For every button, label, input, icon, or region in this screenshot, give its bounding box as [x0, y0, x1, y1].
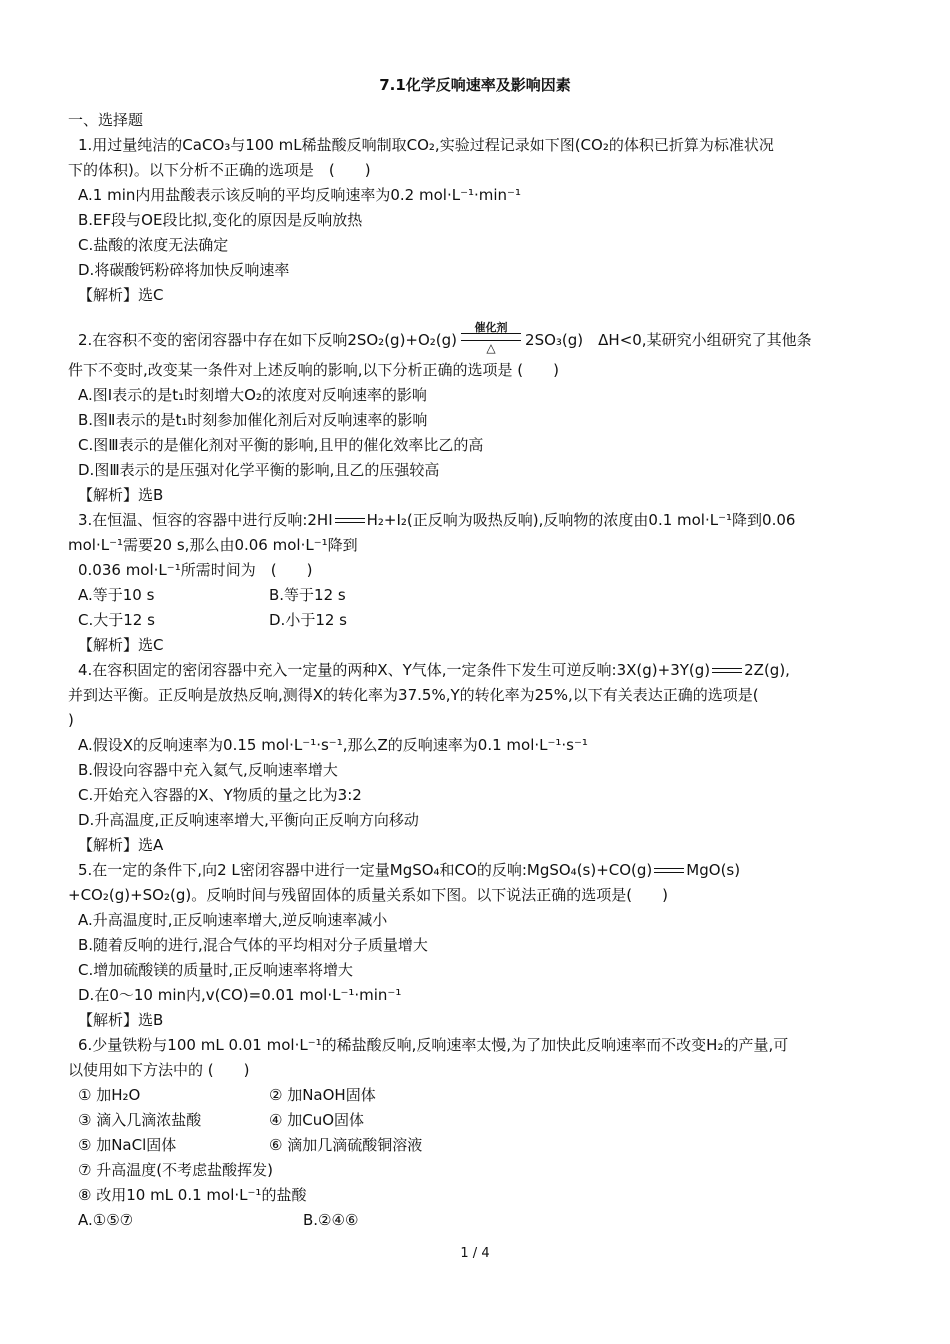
q1-answer: 【解析】选C	[78, 286, 164, 304]
q1-stem-line1: 1.用过量纯洁的CaCO₃与100 mL稀盐酸反响制取CO₂,实验过程记录如下图(CO₂的体积已折算为标准状况	[78, 136, 774, 154]
q4-option-a: A.假设X的反响速率为0.15 mol·L⁻¹·s⁻¹,那么Z的反响速率为0.1 mol·L⁻¹·s⁻¹	[78, 736, 588, 754]
q1-option-b: B.EF段与OE段比拟,变化的原因是反响放热	[78, 211, 363, 229]
q5-option-b: B.随着反响的进行,混合气体的平均相对分子质量增大	[78, 936, 428, 954]
q6-item-5: ⑤ 加NaCl固体	[78, 1136, 177, 1154]
q3-stem-line3: 0.036 mol·L⁻¹所需时间为 ( )	[78, 561, 313, 579]
q4-stem-line3: )	[68, 711, 74, 729]
q3-option-b: B.等于12 s	[269, 586, 346, 604]
q1-option-a: A.1 min内用盐酸表示该反响的平均反响速率为0.2 mol·L⁻¹·min⁻¹	[78, 186, 521, 204]
q3-stem-line2: mol·L⁻¹需要20 s,那么由0.06 mol·L⁻¹降到	[68, 536, 358, 554]
heat-symbol: △	[486, 340, 496, 355]
q2-option-c: C.图Ⅲ表示的是催化剂对平衡的影响,且甲的催化效率比乙的高	[78, 436, 484, 454]
q4-option-c: C.开始充入容器的X、Y物质的量之比为3:2	[78, 786, 362, 804]
q6-item-2: ② 加NaOH固体	[269, 1086, 376, 1104]
q2-stem-line2: 件下不变时,改变某一条件对上述反响的影响,以下分析正确的选项是 ( )	[68, 361, 560, 379]
q5-stem-line2: +CO₂(g)+SO₂(g)。反响时间与残留固体的质量关系如下图。以下说法正确的选项是( )	[68, 886, 668, 904]
equilibrium-arrow	[710, 666, 744, 676]
q6-option-b: B.②④⑥	[303, 1211, 359, 1229]
catalyst-label: 催化剂	[474, 320, 508, 334]
q6-stem-line2: 以使用如下方法中的 ( )	[68, 1061, 250, 1079]
q4-stem-line1	[78, 659, 790, 681]
q4-option-d: D.升高温度,正反响速率增大,平衡向正反响方向移动	[78, 811, 419, 829]
q2-stem-pre: 2.在容积不变的密闭容器中存在如下反响2SO₂(g)+O₂(g)	[78, 331, 458, 349]
q5-option-d: D.在0～10 min内,v(CO)=0.01 mol·L⁻¹·min⁻¹	[78, 986, 402, 1004]
q6-stem-line1: 6.少量铁粉与100 mL 0.01 mol·L⁻¹的稀盐酸反响,反响速率太慢,为了加快此反响速率而不改变H₂的产量,可	[78, 1036, 789, 1054]
equilibrium-arrow	[652, 866, 686, 876]
q3-stem-line1	[78, 509, 795, 531]
q3-option-a: A.等于10 s	[78, 586, 155, 604]
q1-option-c: C.盐酸的浓度无法确定	[78, 236, 229, 254]
q5-stem-post: MgO(s)	[686, 861, 741, 879]
q5-option-a: A.升高温度时,正反响速率增大,逆反响速率减小	[78, 911, 388, 929]
q5-stem-line1	[78, 859, 740, 881]
page-number: 1 / 4	[460, 1246, 490, 1261]
q1-stem-line2: 下的体积)。以下分析不正确的选项是 ( )	[68, 161, 371, 179]
q2-answer: 【解析】选B	[78, 486, 164, 504]
catalyst-equilibrium-arrow	[461, 320, 521, 355]
q3-option-c: C.大于12 s	[78, 611, 155, 629]
q2-option-d: D.图Ⅲ表示的是压强对化学平衡的影响,且乙的压强较高	[78, 461, 440, 479]
q1-option-d: D.将碳酸钙粉碎将加快反响速率	[78, 261, 290, 279]
equilibrium-arrow	[333, 516, 367, 526]
q3-stem-pre: 3.在恒温、恒容的容器中进行反响:2HI	[78, 511, 333, 529]
q2-stem-post: 2SO₃(g) ΔH<0,某研究小组研究了其他条	[525, 331, 812, 349]
q3-stem-post: H₂+I₂(正反响为吸热反响),反响物的浓度由0.1 mol·L⁻¹降到0.06	[366, 511, 796, 529]
q3-option-d: D.小于12 s	[269, 611, 347, 629]
q2-option-b: B.图Ⅱ表示的是t₁时刻参加催化剂后对反响速率的影响	[78, 411, 428, 429]
q4-stem-pre: 4.在容积固定的密闭容器中充入一定量的两种X、Y气体,一定条件下发生可逆反响:3X(g)+3Y(g)	[78, 661, 711, 679]
q6-item-7: ⑦ 升高温度(不考虑盐酸挥发)	[78, 1161, 273, 1179]
q4-stem-post: 2Z(g),	[744, 661, 790, 679]
page-title: 7.1化学反响速率及影响因素	[379, 76, 571, 94]
q5-answer: 【解析】选B	[78, 1011, 164, 1029]
q2-option-a: A.图Ⅰ表示的是t₁时刻增大O₂的浓度对反响速率的影响	[78, 386, 427, 404]
q4-answer: 【解析】选A	[78, 836, 164, 854]
q5-option-c: C.增加硫酸镁的质量时,正反响速率将增大	[78, 961, 354, 979]
q6-item-6: ⑥ 滴加几滴硫酸铜溶液	[269, 1136, 423, 1154]
q6-item-3: ③ 滴入几滴浓盐酸	[78, 1111, 202, 1129]
q3-answer: 【解析】选C	[78, 636, 164, 654]
section-heading: 一、选择题	[68, 111, 144, 129]
q6-item-8: ⑧ 改用10 mL 0.1 mol·L⁻¹的盐酸	[78, 1186, 307, 1204]
q4-option-b: B.假设向容器中充入氦气,反响速率增大	[78, 761, 338, 779]
q4-stem-line2: 并到达平衡。正反响是放热反响,测得X的转化率为37.5%,Y的转化率为25%,以下有关表达正确的选项是(	[68, 686, 759, 704]
q6-item-1: ① 加H₂O	[78, 1086, 141, 1104]
q6-option-a: A.①⑤⑦	[78, 1211, 134, 1229]
q6-item-4: ④ 加CuO固体	[269, 1111, 365, 1129]
q5-stem-pre: 5.在一定的条件下,向2 L密闭容器中进行一定量MgSO₄和CO的反响:MgSO₄(s)+CO(g)	[78, 861, 653, 879]
q2-stem-line1	[78, 320, 812, 355]
